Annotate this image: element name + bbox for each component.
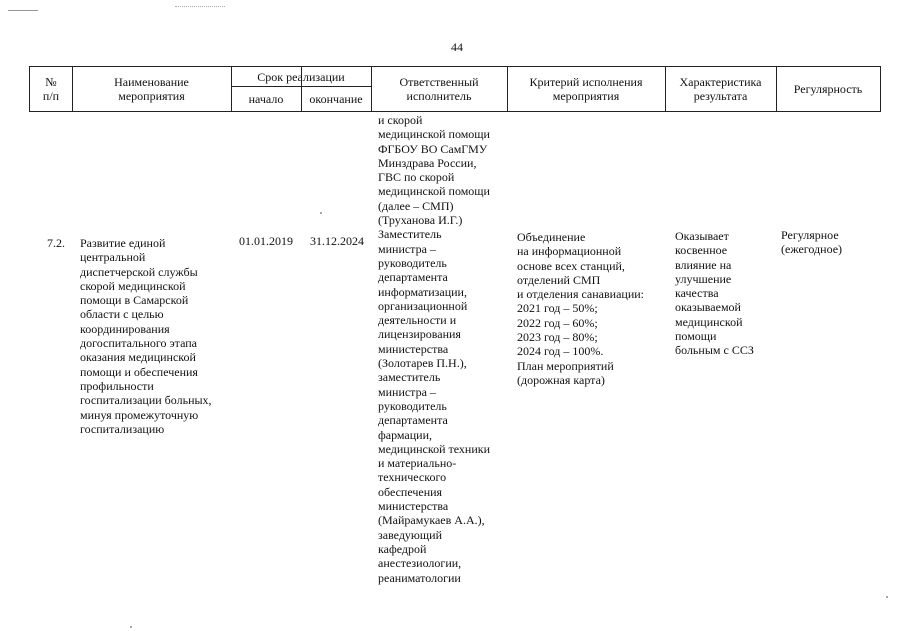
header-period: Срок реализации (257, 69, 345, 84)
row-name: Развитие единой центральной диспетчерской службы скорой медицинской помощи в Самарской области с целью координирования догоспитального этапа оказания медицинской помощи и обеспечения профильности госпитализации больных, минуя промежуточную госпитализацию (80, 236, 212, 436)
row-number: 7.2. (47, 236, 65, 250)
row-regularity: Регулярное (ежегодное) (781, 228, 843, 257)
header-criterion: Критерий исполнения мероприятия (529, 75, 643, 103)
scan-artifact (175, 6, 225, 7)
row-responsible: и скорой медицинской помощи ФГБОУ ВО СамГМУ Минздрава России, ГВС по скорой медицинской помощи (далее – СМП) (Труханова И.Г.) Заместитель министра – руководитель департамента информатизации, организационной деятельности и лицензирования министерства (Золотарев П.Н.), заместитель министра – руководитель департамента фармации, медицинской техники и материально- технического обеспечения министерства (Майрамукаев А.А.), заведующий кафедрой анестезиологии, реаниматологии (378, 113, 491, 585)
row-result: Оказывает косвенное влияние на улучшение качества оказываемой медицинской помощи больным с ССЗ (675, 229, 754, 358)
header-result: Характеристика результата (679, 75, 762, 103)
scan-speck (130, 626, 132, 628)
header-name: Наименование мероприятия (114, 75, 189, 103)
header-end: окончание (309, 91, 363, 106)
header-responsible: Ответственный исполнитель (399, 75, 479, 103)
table-header (29, 66, 881, 112)
row-start: 01.01.2019 (239, 234, 293, 248)
header-regularity: Регулярность (793, 82, 863, 96)
row-criterion: Объединение на информационной основе всех станций, отделений СМП и отделения санавиации: 2021 год – 50%; 2022 год – 60%; 2023 год – 80%; 2024 год – 100%. План мероприятий (дорожная карта) (517, 230, 645, 387)
scan-speck (320, 212, 322, 214)
header-start: начало (248, 91, 284, 106)
row-end: 31.12.2024 (310, 234, 364, 248)
page-number: 44 (451, 40, 463, 54)
header-number: № п/п (42, 75, 60, 103)
scan-artifact (8, 10, 38, 11)
scan-speck (886, 596, 888, 598)
